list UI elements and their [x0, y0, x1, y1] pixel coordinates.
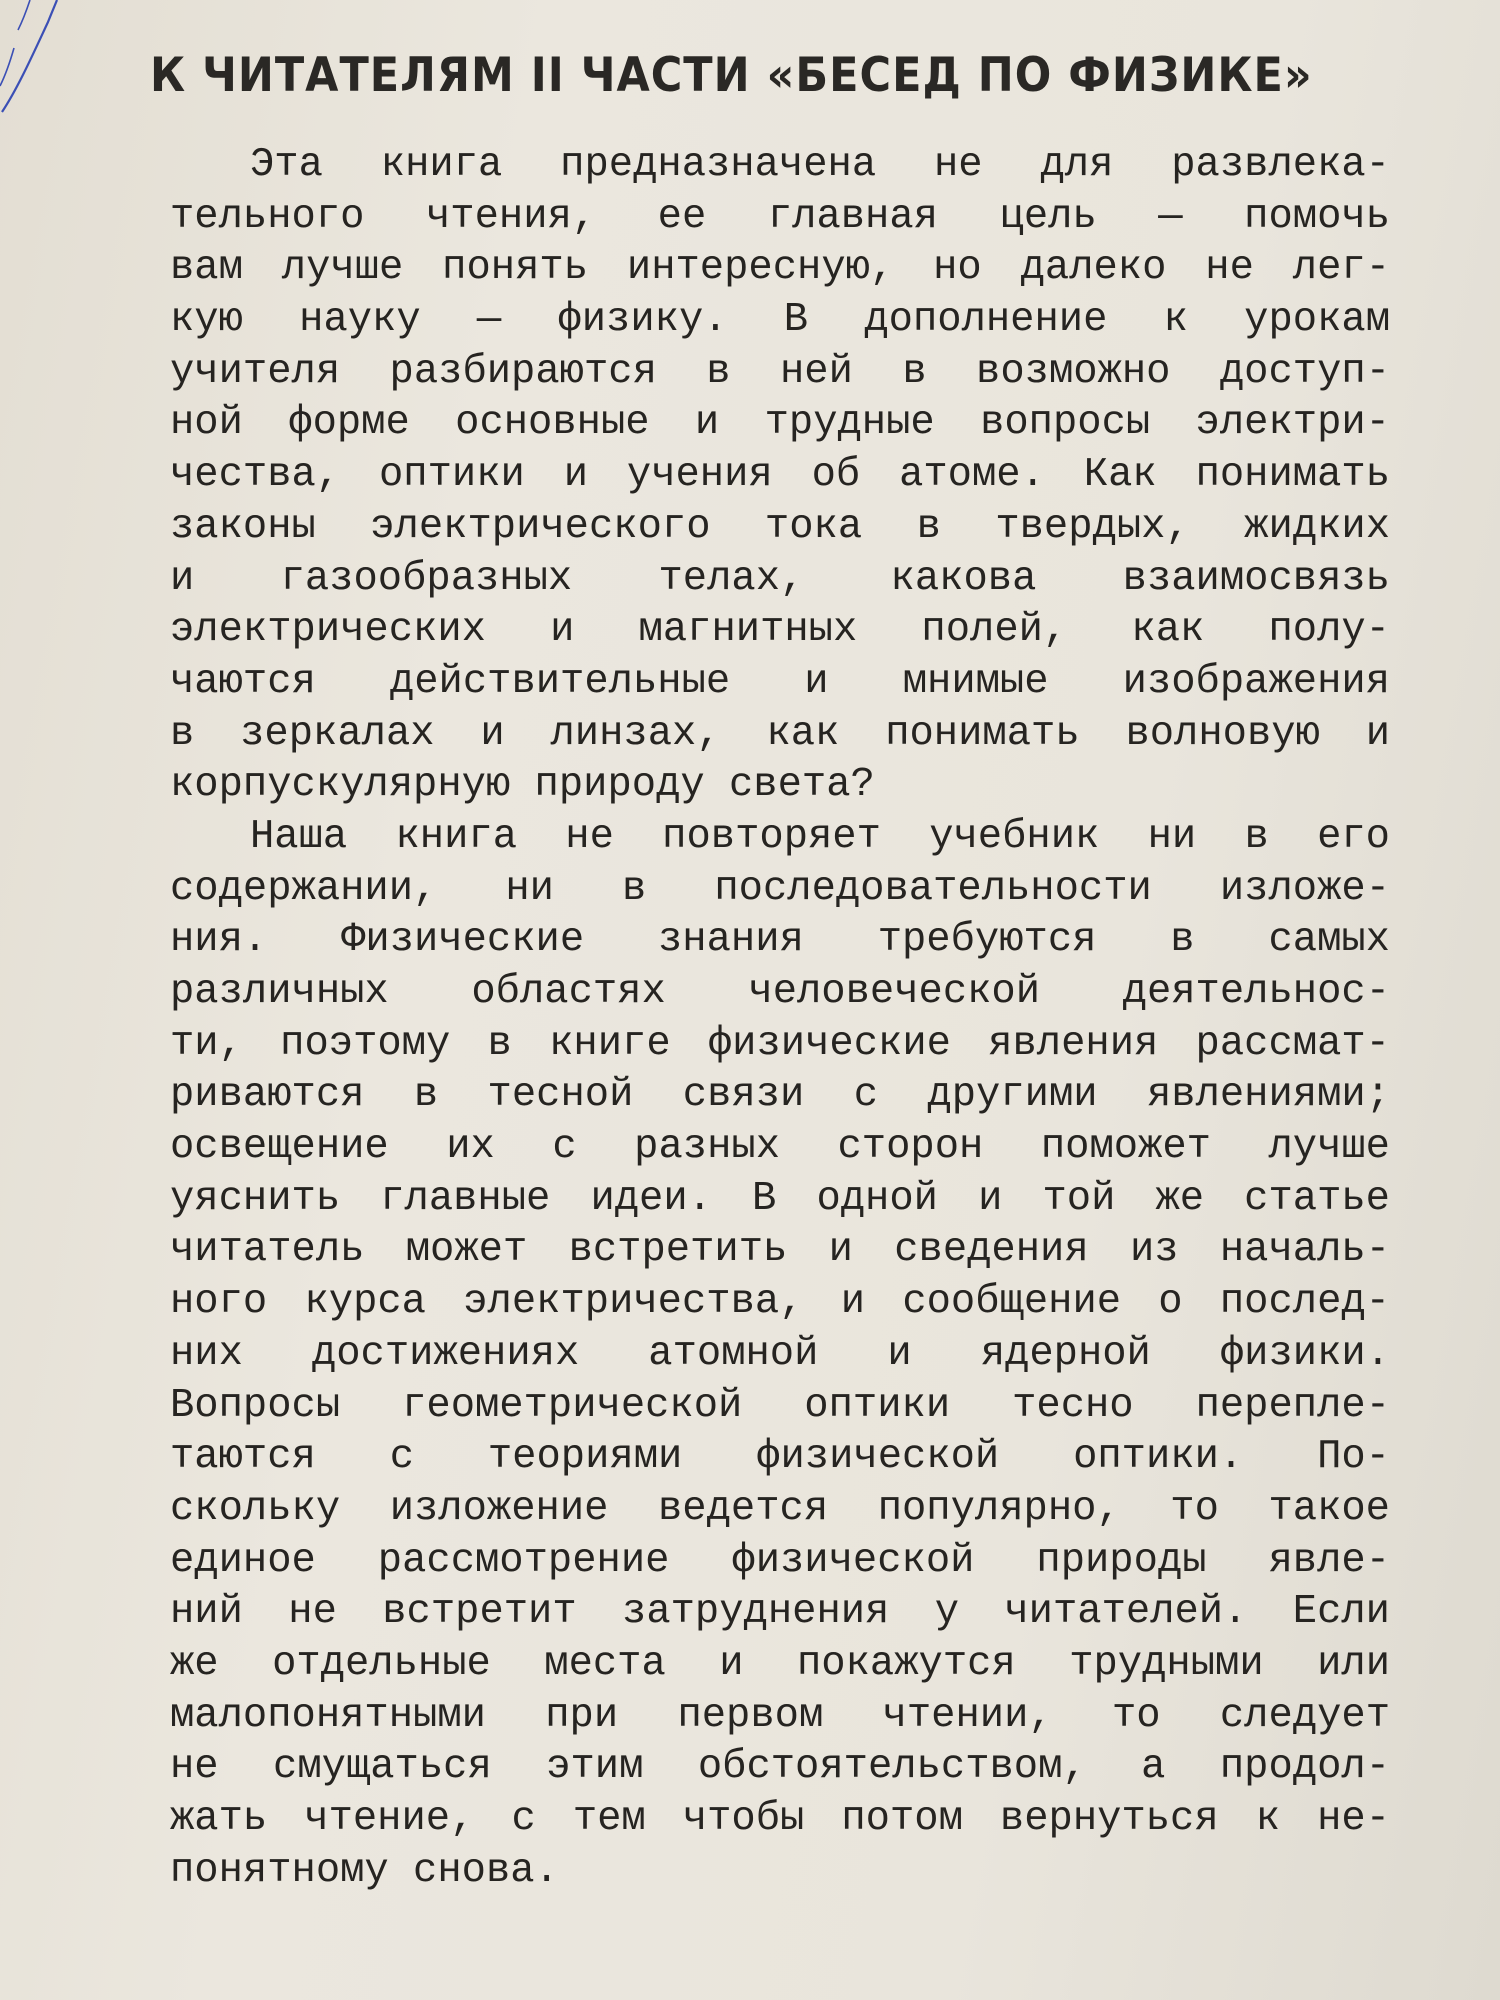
- text-line: содержании, ни в последовательности изложе-: [170, 865, 1390, 912]
- text-line: ний не встретит затруднения у читателей. Если: [170, 1589, 1390, 1636]
- text-line: в зеркалах и линзах, как понимать волновую и: [170, 710, 1390, 757]
- text-line: ной форме основные и трудные вопросы электри-: [170, 400, 1390, 447]
- text-line: Вопросы геометрической оптики тесно перепле-: [170, 1382, 1390, 1429]
- text-line: кую науку — физику. В дополнение к урокам: [170, 297, 1390, 344]
- text-line: уяснить главные идеи. В одной и той же статье: [170, 1175, 1390, 1222]
- text-line: Эта книга предназначена не для развлека-: [250, 142, 1390, 188]
- text-line: таются с теориями физической оптики. По-: [170, 1434, 1390, 1481]
- text-line: скольку изложение ведется популярно, то такое: [170, 1485, 1390, 1532]
- text-line: риваются в тесной связи с другими явлениями;: [170, 1072, 1390, 1119]
- text-line: ного курса электричества, и сообщение о послед-: [170, 1279, 1390, 1326]
- text-line: не смущаться этим обстоятельством, а продол-: [170, 1744, 1390, 1791]
- text-line: них достижениях атомной и ядерной физики.: [170, 1330, 1390, 1377]
- text-line: тельного чтения, ее главная цель — помочь: [170, 193, 1390, 240]
- text-line: же отдельные места и покажутся трудными или: [170, 1640, 1390, 1687]
- text-line: Наша книга не повторяет учебник ни в его: [250, 813, 1390, 860]
- body-text: [170, 140, 1390, 1897]
- page-heading: К ЧИТАТЕЛЯМ II ЧАСТИ «БЕСЕД ПО ФИЗИКЕ»: [150, 48, 1313, 103]
- text-line: понятному снова.: [170, 1847, 559, 1894]
- text-line: различных областях человеческой деятельнос-: [170, 969, 1390, 1015]
- text-line: корпускулярную природу света?: [170, 762, 875, 809]
- text-line: освещение их с разных сторон поможет лучше: [170, 1124, 1390, 1171]
- text-line: электрических и магнитных полей, как полу-: [170, 607, 1390, 654]
- text-line: малопонятными при первом чтении, то следует: [170, 1692, 1390, 1739]
- text-line: законы электрического тока в твердых, жидких: [170, 503, 1390, 550]
- text-line: читатель может встретить и сведения из началь-: [170, 1227, 1390, 1274]
- text-line: и газообразных телах, какова взаимосвязь: [170, 555, 1390, 602]
- text-line: ти, поэтому в книге физические явления рассмат-: [170, 1020, 1390, 1067]
- text-line: чества, оптики и учения об атоме. Как понимать: [170, 452, 1390, 499]
- text-line: чаются действительные и мнимые изображения: [170, 658, 1390, 705]
- text-line: вам лучше понять интересную, но далеко не лег-: [170, 245, 1390, 292]
- text-line: учителя разбираются в ней в возможно доступ-: [170, 348, 1390, 395]
- text-line: жать чтение, с тем чтобы потом вернуться к не-: [170, 1796, 1390, 1842]
- text-line: ния. Физические знания требуются в самых: [170, 917, 1390, 964]
- text-line: единое рассмотрение физической природы явле-: [170, 1537, 1390, 1584]
- pen-mark: [0, 0, 90, 140]
